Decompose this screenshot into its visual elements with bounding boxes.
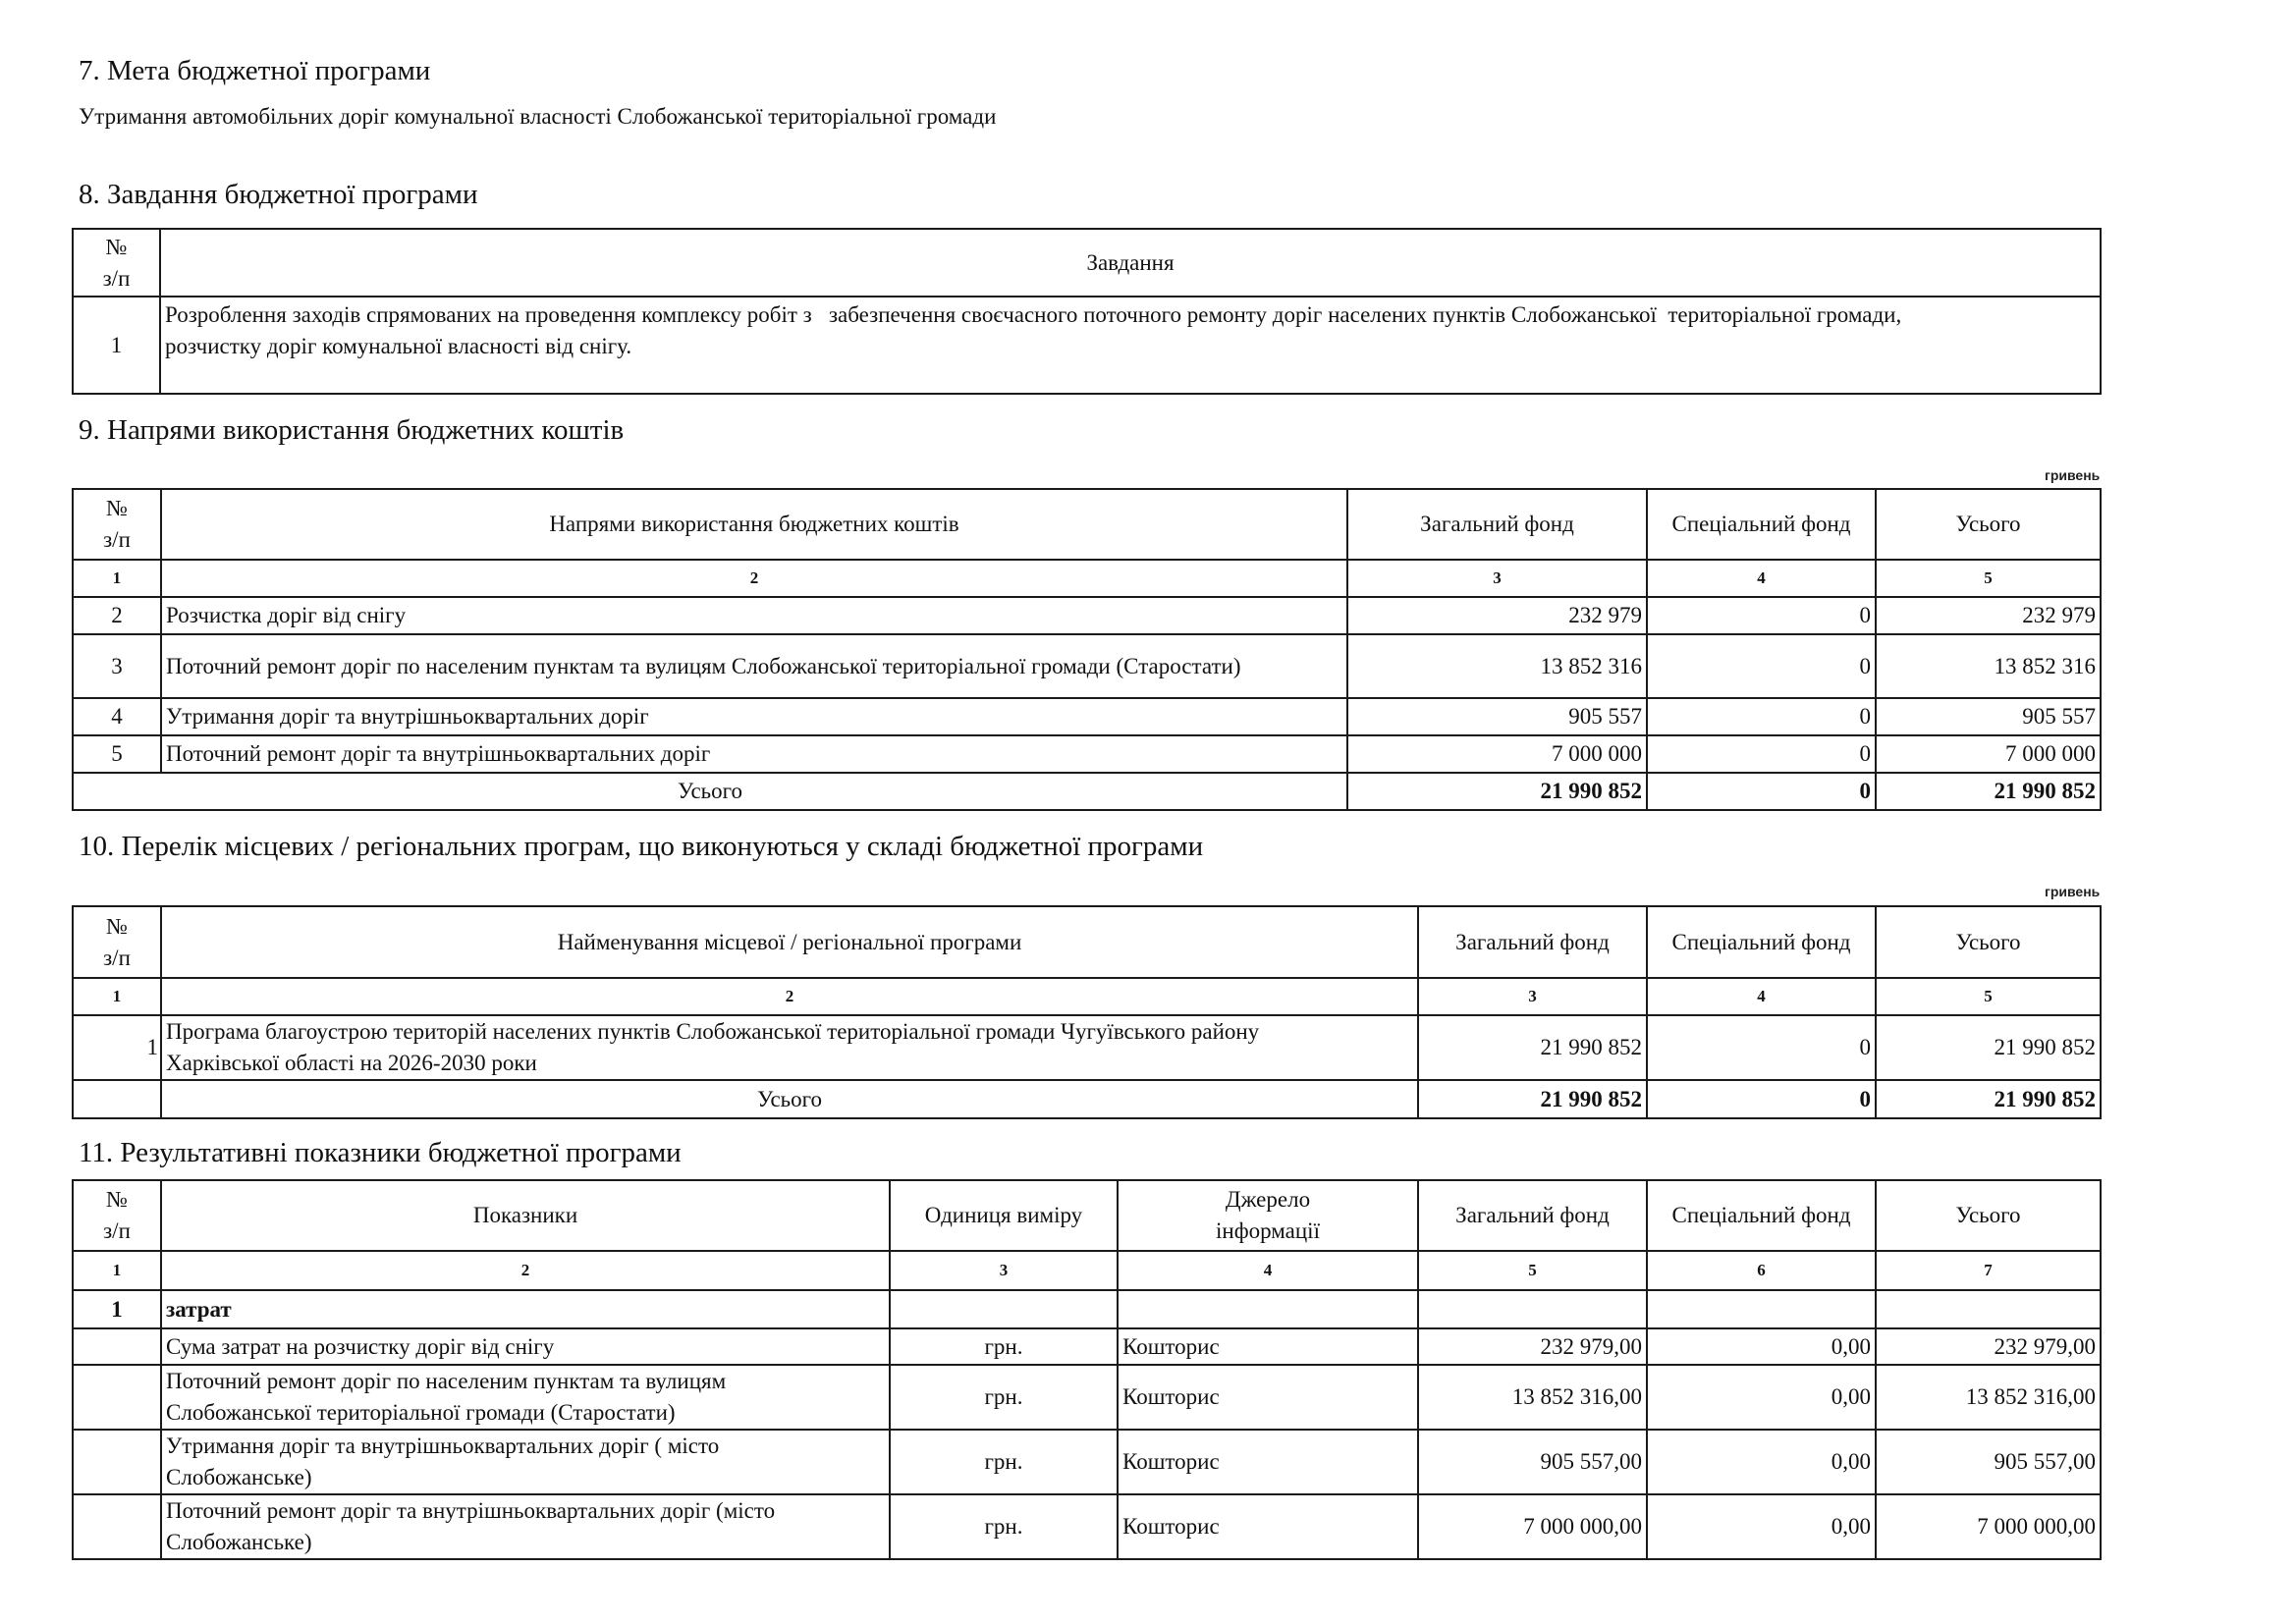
col-total-header: Усього — [1876, 489, 2101, 560]
column-index-row — [73, 978, 2101, 1015]
row-number: 4 — [73, 698, 161, 735]
task-line-1: Розроблення заходів спрямованих на проведення комплексу робіт з забезпечення своєчасного поточного ремонту доріг населених пунктів Слобожанської територіальної громади, — [165, 302, 1902, 327]
unit-value: грн. — [890, 1494, 1118, 1559]
program-goal-text: Утримання автомобільних доріг комунальної власності Слобожанської територіальної громади — [79, 104, 997, 129]
col-index: 5 — [1418, 1251, 1647, 1290]
direction-name: Поточний ремонт доріг та внутрішньоквартальних доріг — [161, 735, 1347, 773]
table-header-row — [73, 229, 2101, 297]
general-fund-total: 21 990 852 — [1347, 773, 1647, 810]
indicator-name — [161, 1430, 890, 1494]
general-fund-value: 7 000 000 — [1347, 735, 1647, 773]
general-fund-value: 905 557,00 — [1418, 1430, 1647, 1494]
col-general-fund-header: Загальний фонд — [1418, 1180, 1647, 1251]
special-fund-value: 0 — [1647, 698, 1876, 735]
empty-cell — [1876, 1290, 2101, 1328]
direction-name: Розчистка доріг від снігу — [161, 597, 1347, 634]
task-line-2: розчистку доріг комунальної власності від снігу. — [165, 334, 632, 358]
col-source-label-1: Джерело — [1225, 1187, 1311, 1212]
table-row — [73, 1015, 2101, 1080]
indicator-line-2: Слобожанської територіальної громади (Старостати) — [166, 1400, 676, 1425]
source-value: Кошторис — [1118, 1365, 1418, 1430]
empty-cell — [73, 1494, 161, 1559]
table-row — [73, 597, 2101, 634]
table-header-row — [73, 906, 2101, 978]
total-value: 13 852 316,00 — [1876, 1365, 2101, 1430]
special-fund-value: 0 — [1647, 735, 1876, 773]
section-10-heading: 10. Перелік місцевих / регіональних програм, що виконуються у складі бюджетної програми — [79, 831, 1204, 862]
col-source-header — [1118, 1180, 1418, 1251]
col-total-header: Усього — [1876, 1180, 2101, 1251]
tasks-table — [72, 228, 2102, 395]
col-total-header: Усього — [1876, 906, 2101, 978]
total-value: 232 979,00 — [1876, 1328, 2101, 1365]
total-row — [73, 1080, 2101, 1118]
section-9-heading: 9. Напрями використання бюджетних коштів — [79, 414, 625, 446]
col-index: 1 — [73, 978, 161, 1015]
table-header-row — [73, 489, 2101, 560]
col-no-label: № — [105, 234, 128, 259]
col-index: 3 — [1418, 978, 1647, 1015]
indicator-line-2: Слобожанське) — [166, 1530, 312, 1554]
indicator-name — [161, 1494, 890, 1559]
unit-value: грн. — [890, 1430, 1118, 1494]
table-row — [73, 698, 2101, 735]
table-row — [73, 735, 2101, 773]
special-fund-value: 0,00 — [1647, 1494, 1876, 1559]
col-index: 5 — [1876, 560, 2101, 597]
performance-indicators-table — [72, 1179, 2102, 1560]
program-name-line-2: Харківської області на 2026-2030 роки — [166, 1051, 537, 1075]
special-fund-value: 0,00 — [1647, 1365, 1876, 1430]
row-number: 2 — [73, 597, 161, 634]
currency-unit-label: гривень — [2045, 884, 2101, 899]
col-index: 3 — [1347, 560, 1647, 597]
table-header-row — [73, 1180, 2101, 1251]
total-value: 21 990 852 — [1876, 1015, 2101, 1080]
col-no-label: № — [106, 1187, 128, 1212]
general-fund-value: 13 852 316 — [1347, 634, 1647, 698]
col-no-header — [73, 229, 160, 297]
empty-cell — [1418, 1290, 1647, 1328]
source-value: Кошторис — [1118, 1430, 1418, 1494]
special-fund-total: 0 — [1647, 773, 1876, 810]
col-index: 2 — [161, 560, 1347, 597]
col-index: 7 — [1876, 1251, 2101, 1290]
col-no-sublabel: з/п — [103, 1218, 131, 1243]
col-index: 5 — [1876, 978, 2101, 1015]
special-fund-value: 0 — [1647, 634, 1876, 698]
column-index-row — [73, 1251, 2101, 1290]
general-fund-value: 232 979 — [1347, 597, 1647, 634]
total-row — [73, 773, 2101, 810]
grand-total: 21 990 852 — [1876, 773, 2101, 810]
row-number: 5 — [73, 735, 161, 773]
special-fund-value: 0,00 — [1647, 1328, 1876, 1365]
col-no-label: № — [106, 913, 128, 939]
total-label: Усього — [73, 773, 1347, 810]
special-fund-value: 0 — [1647, 1015, 1876, 1080]
col-special-fund-header: Спеціальний фонд — [1647, 1180, 1876, 1251]
empty-cell — [73, 1430, 161, 1494]
indicator-line-1: Утримання доріг та внутрішньоквартальних доріг ( місто — [166, 1434, 720, 1458]
col-no-header — [73, 906, 161, 978]
total-value: 905 557,00 — [1876, 1430, 2101, 1494]
unit-value: грн. — [890, 1328, 1118, 1365]
col-general-fund-header: Загальний фонд — [1418, 906, 1647, 978]
direction-name: Утримання доріг та внутрішньоквартальних доріг — [161, 698, 1347, 735]
col-index: 4 — [1118, 1251, 1418, 1290]
col-index: 3 — [890, 1251, 1118, 1290]
general-fund-value: 905 557 — [1347, 698, 1647, 735]
group-name: затрат — [161, 1290, 890, 1328]
table-row — [73, 1494, 2101, 1559]
general-fund-value: 232 979,00 — [1418, 1328, 1647, 1365]
table-row — [73, 634, 2101, 698]
table-row — [73, 1328, 2101, 1365]
special-fund-total: 0 — [1647, 1080, 1876, 1118]
row-number: 3 — [73, 634, 161, 698]
general-fund-value: 7 000 000,00 — [1418, 1494, 1647, 1559]
unit-value: грн. — [890, 1365, 1118, 1430]
total-value: 7 000 000,00 — [1876, 1494, 2101, 1559]
table-row — [73, 1430, 2101, 1494]
budget-directions-table — [72, 488, 2102, 811]
source-value: Кошторис — [1118, 1494, 1418, 1559]
group-number: 1 — [73, 1290, 161, 1328]
col-task-header: Завдання — [160, 229, 2101, 297]
general-fund-value: 13 852 316,00 — [1418, 1365, 1647, 1430]
total-label: Усього — [161, 1080, 1418, 1118]
empty-cell — [1647, 1290, 1876, 1328]
general-fund-total: 21 990 852 — [1418, 1080, 1647, 1118]
col-no-sublabel: з/п — [102, 265, 131, 291]
local-programs-table — [72, 905, 2102, 1119]
col-index: 2 — [161, 978, 1418, 1015]
section-11-heading: 11. Результативні показники бюджетної програми — [79, 1137, 682, 1168]
row-number: 1 — [73, 297, 160, 394]
section-7-heading: 7. Мета бюджетної програми — [79, 55, 431, 86]
total-value: 13 852 316 — [1876, 634, 2101, 698]
indicator-line-1: Поточний ремонт доріг та внутрішньоквартальних доріг (місто — [166, 1498, 776, 1523]
group-row — [73, 1290, 2101, 1328]
special-fund-value: 0,00 — [1647, 1430, 1876, 1494]
total-value: 905 557 — [1876, 698, 2101, 735]
col-no-sublabel: з/п — [103, 527, 131, 552]
col-index: 4 — [1647, 560, 1876, 597]
col-direction-header: Напрями використання бюджетних коштів — [161, 489, 1347, 560]
currency-unit-label: гривень — [2045, 467, 2101, 483]
col-special-fund-header: Спеціальний фонд — [1647, 489, 1876, 560]
col-special-fund-header: Спеціальний фонд — [1647, 906, 1876, 978]
grand-total: 21 990 852 — [1876, 1080, 2101, 1118]
col-program-name-header: Найменування місцевої / регіональної програми — [161, 906, 1418, 978]
indicator-line-2: Слобожанське) — [166, 1465, 312, 1489]
empty-cell — [1118, 1290, 1418, 1328]
column-index-row — [73, 560, 2101, 597]
total-value: 232 979 — [1876, 597, 2101, 634]
task-text — [160, 297, 2101, 394]
col-unit-header: Одиниця виміру — [890, 1180, 1118, 1251]
table-row — [73, 297, 2101, 394]
col-no-sublabel: з/п — [103, 945, 131, 970]
empty-cell — [73, 1365, 161, 1430]
special-fund-value: 0 — [1647, 597, 1876, 634]
indicator-line-1: Поточний ремонт доріг по населеним пунктам та вулицям — [166, 1369, 727, 1393]
col-general-fund-header: Загальний фонд — [1347, 489, 1647, 560]
col-index: 6 — [1647, 1251, 1876, 1290]
program-name-line-1: Програма благоустрою територій населених пунктів Слобожанської територіальної громади Чугуївського району — [166, 1019, 1260, 1044]
table-row — [73, 1365, 2101, 1430]
indicator-name: Сума затрат на розчистку доріг від снігу — [161, 1328, 890, 1365]
source-value: Кошторис — [1118, 1328, 1418, 1365]
col-no-label: № — [106, 496, 128, 520]
row-number: 1 — [73, 1015, 161, 1080]
col-no-header — [73, 1180, 161, 1251]
col-no-header — [73, 489, 161, 560]
section-8-heading: 8. Завдання бюджетної програми — [79, 179, 478, 210]
col-index: 1 — [73, 1251, 161, 1290]
direction-name: Поточний ремонт доріг по населеним пунктам та вулицям Слобожанської територіальної громади (Старостати) — [161, 634, 1347, 698]
col-source-label-2: інформації — [1216, 1218, 1320, 1243]
general-fund-value: 21 990 852 — [1418, 1015, 1647, 1080]
indicator-name — [161, 1365, 890, 1430]
empty-cell — [73, 1080, 161, 1118]
col-index: 2 — [161, 1251, 890, 1290]
program-name — [161, 1015, 1418, 1080]
total-value: 7 000 000 — [1876, 735, 2101, 773]
col-index: 4 — [1647, 978, 1876, 1015]
col-indicator-header: Показники — [161, 1180, 890, 1251]
empty-cell — [890, 1290, 1118, 1328]
col-index: 1 — [73, 560, 161, 597]
empty-cell — [73, 1328, 161, 1365]
